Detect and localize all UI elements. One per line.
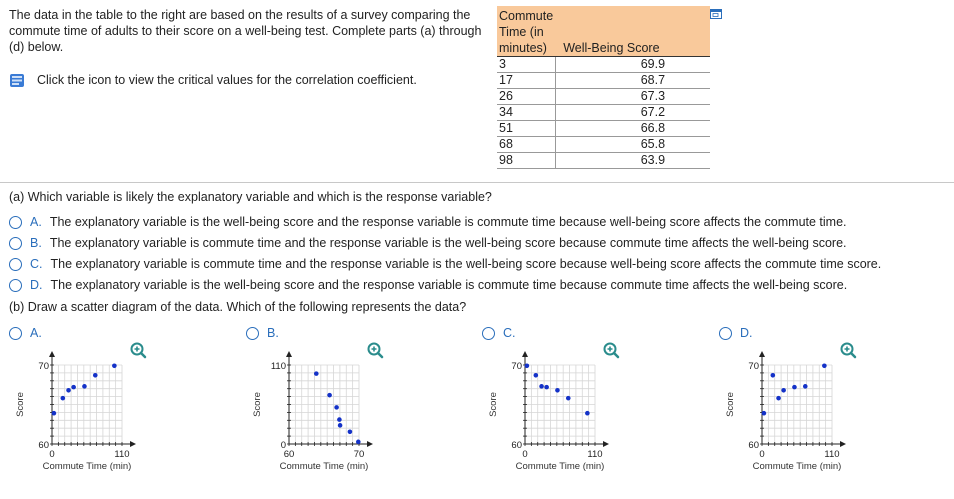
intro-text: The data in the table to the right are based on the results of a survey comparing the commute time of adults to their score on a well-being test. Complete parts (a) through (d) below. [9,8,482,54]
data-point [771,373,776,378]
x-tick-label-max: 110 [114,449,130,460]
scatter-plot-a[interactable] [10,340,170,480]
data-point [61,396,66,401]
data-point [544,385,549,390]
y-axis-arrow [49,351,55,357]
table-row: 68 65.8 [497,137,710,153]
part-b-option-b[interactable]: B. [246,326,287,340]
data-point [762,411,767,416]
data-point [566,396,571,401]
data-point [585,411,590,416]
radio-button[interactable] [9,327,22,340]
scatter-plot-b[interactable] [247,340,407,480]
x-tick-label-max: 110 [587,449,603,460]
part-a-option-b[interactable]: B. The explanatory variable is commute time and the response variable is the well-being score because commute time affects the well-being score. [9,236,847,250]
table-row: 98 63.9 [497,153,710,169]
data-point [71,385,76,390]
data-point [822,363,827,368]
x-tick-label-min: 0 [49,449,55,460]
section-divider [0,182,954,183]
data-point [356,440,361,445]
data-point [334,405,339,410]
y-tick-label-max: 70 [38,361,49,372]
radio-button[interactable] [9,279,22,292]
part-a-option-d[interactable]: D. The explanatory variable is the well-being score and the response variable is commute time because commute time affects the well-being score. [9,278,847,292]
option-text[interactable]: The explanatory variable is commute time and the response variable is the well-being score because well-being score affects the commute time score. [50,257,882,271]
y-axis-label: Score [252,392,263,417]
radio-button[interactable] [9,237,22,250]
y-tick-label-min: 60 [38,440,49,451]
radio-button[interactable] [9,216,22,229]
data-point [66,388,71,393]
x-axis-label: Commute Time (min) [279,461,369,472]
x-tick-label-min: 0 [522,449,528,460]
table-row: 51 66.8 [497,121,710,137]
part-b-question: (b) Draw a scatter diagram of the data. Which of the following represents the data? [9,300,467,314]
x-tick-label-max: 110 [824,449,840,460]
book-icon[interactable] [9,73,26,88]
info-row[interactable] [9,71,417,89]
x-tick-label-max: 70 [353,449,365,460]
data-point [534,373,539,378]
y-tick-label-min: 60 [511,440,522,451]
zoom-plus-icon[interactable] [369,344,383,358]
data-point [314,371,319,376]
part-b-option-d[interactable]: D. [719,326,761,340]
header-commute-time: Commute Time (in minutes) [497,6,555,57]
x-tick-label-min: 60 [283,449,295,460]
x-tick-label-min: 0 [759,449,765,460]
y-axis-label: Score [488,392,499,417]
table-row: 34 67.2 [497,105,710,121]
part-a-question: (a) Which variable is likely the explanatory variable and which is the response variable? [9,190,492,204]
zoom-plus-icon[interactable] [132,344,146,358]
option-text[interactable]: The explanatory variable is commute time and the response variable is the well-being score because commute time affects the well-being score. [49,236,847,250]
zoom-plus-icon[interactable] [842,344,856,358]
zoom-plus-icon[interactable] [605,344,619,358]
radio-button[interactable] [246,327,259,340]
y-axis-label: Score [725,392,736,417]
data-point [555,388,560,393]
y-axis-arrow [759,351,765,357]
table-row: 26 67.3 [497,89,710,105]
data-point [337,417,342,422]
data-table [497,6,710,169]
header-well-being-score: Well-Being Score [555,6,709,57]
data-point [803,384,808,389]
data-point [525,363,530,368]
x-axis-label: Commute Time (min) [752,461,842,472]
y-tick-label-max: 70 [748,361,759,372]
data-point [776,396,781,401]
radio-button[interactable] [9,258,22,271]
y-tick-label-max: 70 [511,361,522,372]
part-a-option-c[interactable]: C. The explanatory variable is commute time and the response variable is the well-being score because well-being score affects the commute time score. [9,257,881,271]
scatter-plot-c[interactable] [483,340,643,480]
x-axis-arrow [367,441,373,447]
scatter-plot-d[interactable] [720,340,880,480]
data-point [93,373,98,378]
radio-button[interactable] [482,327,495,340]
data-point [792,385,797,390]
data-point [112,363,117,368]
radio-button[interactable] [719,327,732,340]
table-row: 17 68.7 [497,73,710,89]
data-point [781,388,786,393]
data-point [82,384,87,389]
y-tick-label-min: 0 [280,440,286,451]
y-axis-label: Score [15,392,26,417]
part-b-option-c[interactable]: C. [482,326,524,340]
part-b-option-a[interactable]: A. [9,326,50,340]
x-axis-arrow [603,441,609,447]
y-axis-arrow [286,351,292,357]
data-point [348,429,353,434]
info-text[interactable]: Click the icon to view the critical values for the correlation coefficient. [37,73,417,87]
data-point [338,423,343,428]
x-axis-arrow [130,441,136,447]
x-axis-label: Commute Time (min) [42,461,132,472]
table-header-row [497,6,710,57]
x-axis-label: Commute Time (min) [515,461,605,472]
data-point [327,393,332,398]
option-text[interactable]: The explanatory variable is the well-being score and the response variable is commute time because well-being score affects the commute time. [49,215,847,229]
data-point [539,384,544,389]
data-point [52,411,57,416]
y-tick-label-max: 110 [270,361,286,372]
popout-icon[interactable] [710,8,722,18]
part-a-option-a[interactable]: A. The explanatory variable is the well-being score and the response variable is commute time because well-being score affects the commute time. [9,215,847,229]
y-tick-label-min: 60 [748,440,759,451]
option-text[interactable]: The explanatory variable is the well-being score and the response variable is commute time because commute time affects the well-being score. [50,278,848,292]
y-axis-arrow [522,351,528,357]
table-row: 3 69.9 [497,57,710,73]
x-axis-arrow [840,441,846,447]
